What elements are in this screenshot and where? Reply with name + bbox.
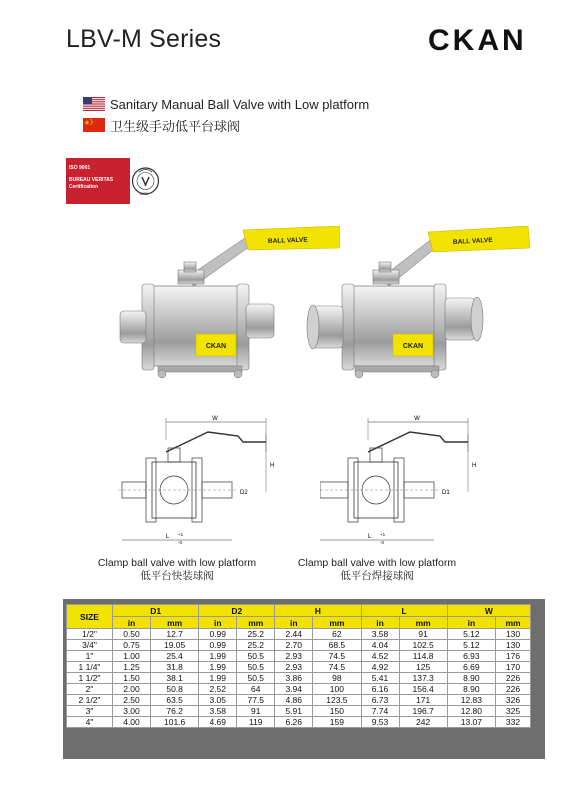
unit-header: mm — [237, 617, 275, 629]
size-cell: 1" — [67, 651, 113, 662]
dimension-table — [66, 604, 531, 728]
table-cell: 125 — [399, 662, 447, 673]
table-cell: 64 — [237, 684, 275, 695]
table-cell: 1.25 — [113, 662, 151, 673]
table-cell: 25.4 — [151, 651, 199, 662]
group-header: D2 — [199, 605, 275, 617]
unit-header: mm — [496, 617, 531, 629]
description-english-row — [83, 97, 369, 111]
series-title: LBV-M Series — [66, 25, 222, 53]
table-cell: 4.00 — [113, 717, 151, 728]
group-header: H — [275, 605, 361, 617]
table-cell: 3.86 — [275, 673, 313, 684]
table-cell: 171 — [399, 695, 447, 706]
table-cell: 2.52 — [199, 684, 237, 695]
table-cell: 1.99 — [199, 673, 237, 684]
table-cell: 76.2 — [151, 706, 199, 717]
size-cell: 4" — [67, 717, 113, 728]
table-cell: 2.44 — [275, 629, 313, 640]
technical-drawing-clamp — [118, 412, 278, 552]
caption-right-cn: 低平台焊接球阀 — [340, 570, 414, 582]
table-cell: 0.50 — [113, 629, 151, 640]
table-cell: 3.05 — [199, 695, 237, 706]
table-cell: 91 — [399, 629, 447, 640]
dim-d1-label: D1 — [442, 490, 450, 496]
table-cell: 130 — [496, 629, 531, 640]
tol-plus: +1 — [380, 532, 386, 537]
table-cell: 2.70 — [275, 640, 313, 651]
unit-header: in — [361, 617, 399, 629]
table-cell: 6.26 — [275, 717, 313, 728]
tol-minus: -0 — [178, 540, 183, 545]
size-cell: 1 1/4" — [67, 662, 113, 673]
table-cell: 3.58 — [361, 629, 399, 640]
caption-right — [277, 557, 477, 583]
caption-left — [77, 557, 277, 583]
table-cell: 74.5 — [313, 662, 361, 673]
handle-text: BALL VALVE — [452, 236, 493, 246]
table-row — [67, 695, 531, 706]
table-cell: 6.69 — [447, 662, 495, 673]
table-cell: 38.1 — [151, 673, 199, 684]
table-cell: 159 — [313, 717, 361, 728]
group-header: L — [361, 605, 447, 617]
table-cell: 226 — [496, 673, 531, 684]
table-row — [67, 706, 531, 717]
table-cell: 5.91 — [275, 706, 313, 717]
table-cell: 1.99 — [199, 662, 237, 673]
table-cell: 77.5 — [237, 695, 275, 706]
table-cell: 226 — [496, 684, 531, 695]
table-cell: 2.00 — [113, 684, 151, 695]
table-cell: 176 — [496, 651, 531, 662]
table-cell: 50.5 — [237, 662, 275, 673]
unit-header: mm — [151, 617, 199, 629]
table-cell: 8.90 — [447, 684, 495, 695]
table-row — [67, 662, 531, 673]
table-cell: 3.58 — [199, 706, 237, 717]
group-header: W — [447, 605, 530, 617]
table-cell: 19.05 — [151, 640, 199, 651]
unit-header: mm — [399, 617, 447, 629]
table-cell: 8.90 — [447, 673, 495, 684]
table-cell: 3.00 — [113, 706, 151, 717]
tol-plus: +1 — [178, 532, 184, 537]
table-cell: 325 — [496, 706, 531, 717]
table-cell: 6.73 — [361, 695, 399, 706]
table-cell: 4.04 — [361, 640, 399, 651]
tol-minus: -0 — [380, 540, 385, 545]
table-cell: 326 — [496, 695, 531, 706]
unit-header: in — [199, 617, 237, 629]
table-cell: 98 — [313, 673, 361, 684]
table-cell: 68.5 — [313, 640, 361, 651]
seal-year: 1828 — [139, 191, 148, 196]
table-cell: 0.75 — [113, 640, 151, 651]
table-cell: 114.8 — [399, 651, 447, 662]
size-cell: 3/4" — [67, 640, 113, 651]
table-row — [67, 640, 531, 651]
description-chinese-row — [83, 118, 240, 132]
table-cell: 0.99 — [199, 629, 237, 640]
certification-badge — [66, 158, 161, 204]
dim-w-label: W — [212, 416, 218, 422]
table-cell: 4.86 — [275, 695, 313, 706]
table-row — [67, 717, 531, 728]
table-cell: 12.80 — [447, 706, 495, 717]
table-cell: 170 — [496, 662, 531, 673]
body-label: CKAN — [205, 343, 227, 350]
table-cell: 123.5 — [313, 695, 361, 706]
us-flag-icon — [83, 97, 105, 111]
dim-h-label: H — [472, 463, 477, 469]
description-chinese: 卫生级手动低平台球阀 — [110, 118, 241, 134]
size-header: SIZE — [67, 605, 113, 629]
table-cell: 5.12 — [447, 640, 495, 651]
table-cell: 130 — [496, 640, 531, 651]
table-cell: 156.4 — [399, 684, 447, 695]
group-header: D1 — [113, 605, 199, 617]
dim-h-label: H — [270, 463, 275, 469]
table-cell: 91 — [237, 706, 275, 717]
valve-photo-weld — [293, 226, 535, 396]
size-cell: 2" — [67, 684, 113, 695]
table-cell: 196.7 — [399, 706, 447, 717]
table-cell: 2.93 — [275, 662, 313, 673]
table-cell: 2.50 — [113, 695, 151, 706]
table-cell: 4.52 — [361, 651, 399, 662]
body-label: CKAN — [402, 343, 424, 350]
caption-left-en: Clamp ball valve with low platform — [97, 557, 257, 569]
table-cell: 1.99 — [199, 651, 237, 662]
dim-l-label: L — [368, 534, 372, 540]
dim-l-label: L — [166, 534, 170, 540]
unit-header: in — [447, 617, 495, 629]
cert-line-iso: ISO 9001 — [69, 165, 91, 171]
table-cell: 50.8 — [151, 684, 199, 695]
table-cell: 101.6 — [151, 717, 199, 728]
table-cell: 150 — [313, 706, 361, 717]
china-flag-icon — [83, 118, 105, 132]
table-cell: 0.99 — [199, 640, 237, 651]
table-cell: 4.69 — [199, 717, 237, 728]
table-cell: 12.83 — [447, 695, 495, 706]
table-cell: 119 — [237, 717, 275, 728]
cert-line-certification: Certification — [69, 184, 99, 190]
table-cell: 50.5 — [237, 651, 275, 662]
cert-line-bureau: BUREAU VERITAS — [69, 177, 114, 183]
description-english: Sanitary Manual Ball Valve with Low platform — [110, 96, 370, 112]
table-cell: 31.8 — [151, 662, 199, 673]
dim-w-label: W — [414, 416, 420, 422]
table-cell: 25.2 — [237, 629, 275, 640]
table-row — [67, 651, 531, 662]
size-cell: 1 1/2" — [67, 673, 113, 684]
unit-header: in — [113, 617, 151, 629]
table-cell: 74.5 — [313, 651, 361, 662]
table-cell: 12.7 — [151, 629, 199, 640]
handle-text: BALL VALVE — [267, 236, 308, 245]
certification-label — [66, 158, 130, 204]
dimension-table-panel — [63, 599, 545, 759]
table-cell: 1.00 — [113, 651, 151, 662]
table-cell: 25.2 — [237, 640, 275, 651]
table-cell: 332 — [496, 717, 531, 728]
size-cell: 1/2" — [67, 629, 113, 640]
table-cell: 13.07 — [447, 717, 495, 728]
table-cell: 50.5 — [237, 673, 275, 684]
table-cell: 62 — [313, 629, 361, 640]
table-cell: 3.94 — [275, 684, 313, 695]
table-cell: 4.92 — [361, 662, 399, 673]
table-cell: 63.5 — [151, 695, 199, 706]
brand-logo: CKAN — [428, 24, 527, 57]
unit-header: mm — [313, 617, 361, 629]
caption-left-cn: 低平台快装球阀 — [140, 570, 214, 582]
caption-right-en: Clamp ball valve with low platform — [297, 557, 457, 569]
table-cell: 5.41 — [361, 673, 399, 684]
table-row — [67, 629, 531, 640]
table-cell: 1.50 — [113, 673, 151, 684]
table-row — [67, 673, 531, 684]
table-cell: 5.12 — [447, 629, 495, 640]
size-cell: 2 1/2" — [67, 695, 113, 706]
unit-header: in — [275, 617, 313, 629]
dim-d2-label: D2 — [240, 490, 248, 496]
table-cell: 6.16 — [361, 684, 399, 695]
table-cell: 9.53 — [361, 717, 399, 728]
table-cell: 7.74 — [361, 706, 399, 717]
table-cell: 242 — [399, 717, 447, 728]
size-cell: 3" — [67, 706, 113, 717]
table-cell: 6.93 — [447, 651, 495, 662]
table-cell: 102.5 — [399, 640, 447, 651]
bureau-veritas-seal-icon — [130, 158, 161, 204]
table-cell: 100 — [313, 684, 361, 695]
technical-drawing-weld — [320, 412, 480, 552]
table-cell: 137.3 — [399, 673, 447, 684]
table-cell: 2.93 — [275, 651, 313, 662]
table-row — [67, 684, 531, 695]
